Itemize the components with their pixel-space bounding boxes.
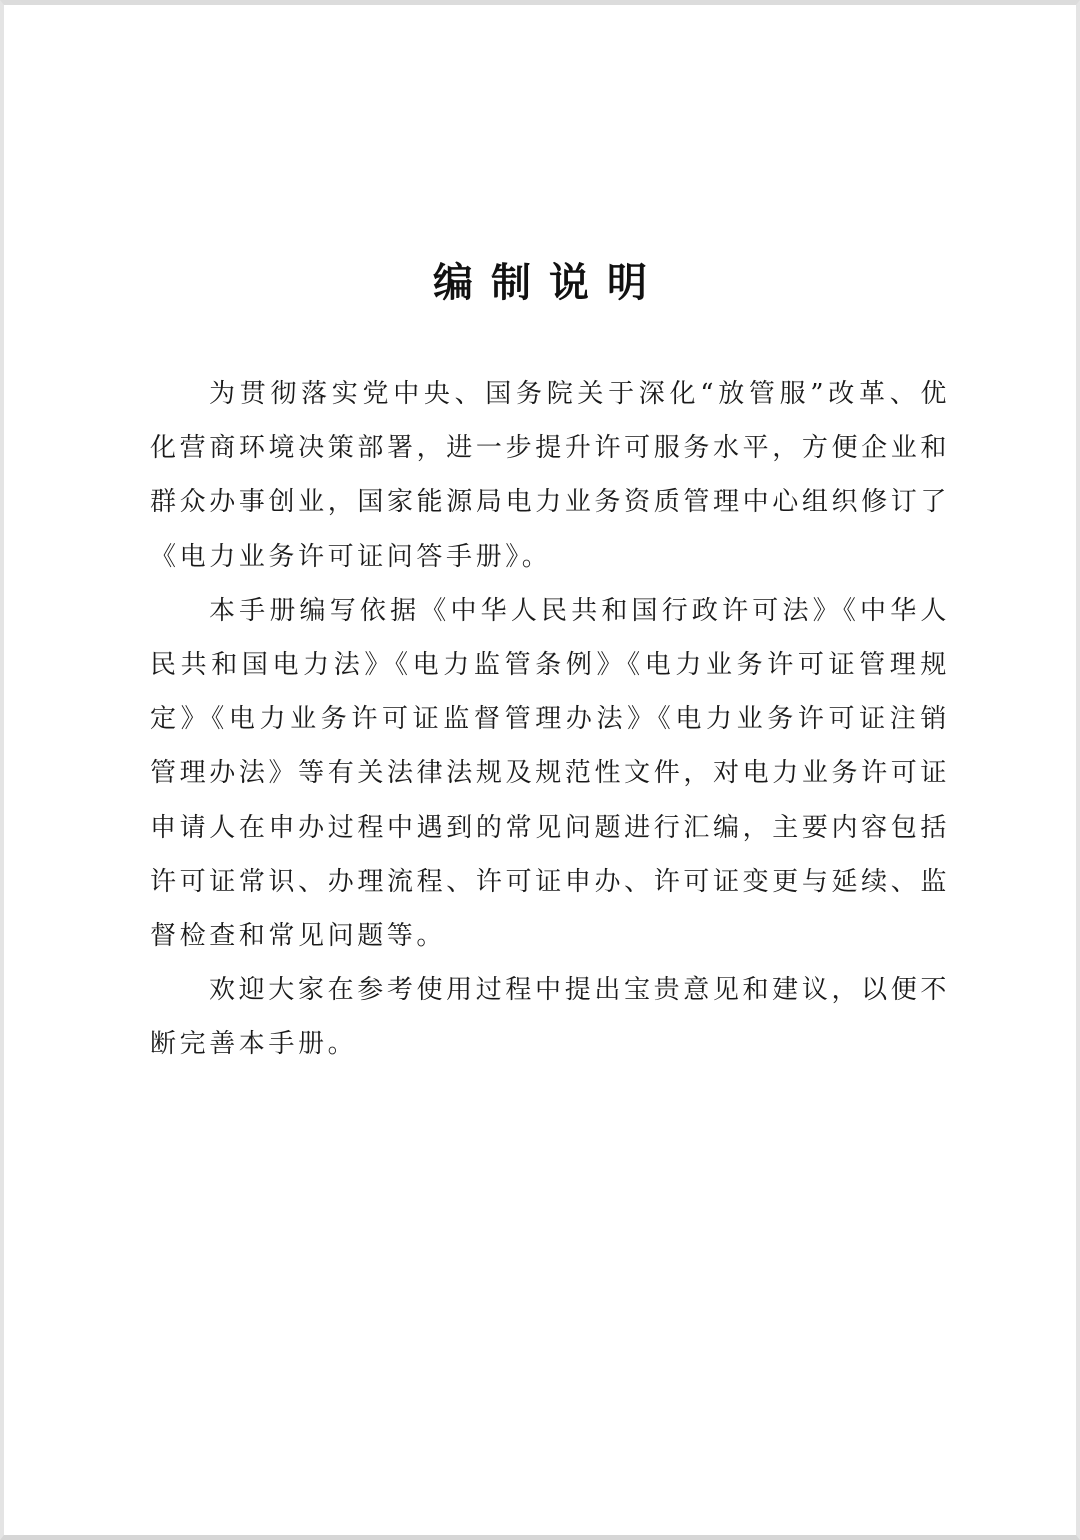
paragraph-basis: 本手册编写依据《中华人民共和国行政许可法》《中华人民共和国电力法》《电力监管条例》《电力业务许可证管理规定》《电力业务许可证监督管理办法》《电力业务许可证注销管理办法》等有关法律法规及规范性文件，对电力业务许可证申请人在申办过程中遇到的常见问题进行汇编，主要内容包括许可证常识、办理流程、许可证申办、许可证变更与延续、监督检查和常见问题等。: [150, 595, 950, 952]
page-title: 编制说明: [433, 260, 665, 306]
paragraph-purpose: 为贯彻落实党中央、国务院关于深化“放管服”改革、优化营商环境决策部署，进一步提升许可服务水平，方便企业和群众办事创业，国家能源局电力业务资质管理中心组织修订了《电力业务许可证问答手册》。: [150, 379, 950, 572]
document-body: [150, 367, 950, 1072]
paragraph-feedback: 欢迎大家在参考使用过程中提出宝贵意见和建议，以便不断完善本手册。: [150, 975, 950, 1060]
